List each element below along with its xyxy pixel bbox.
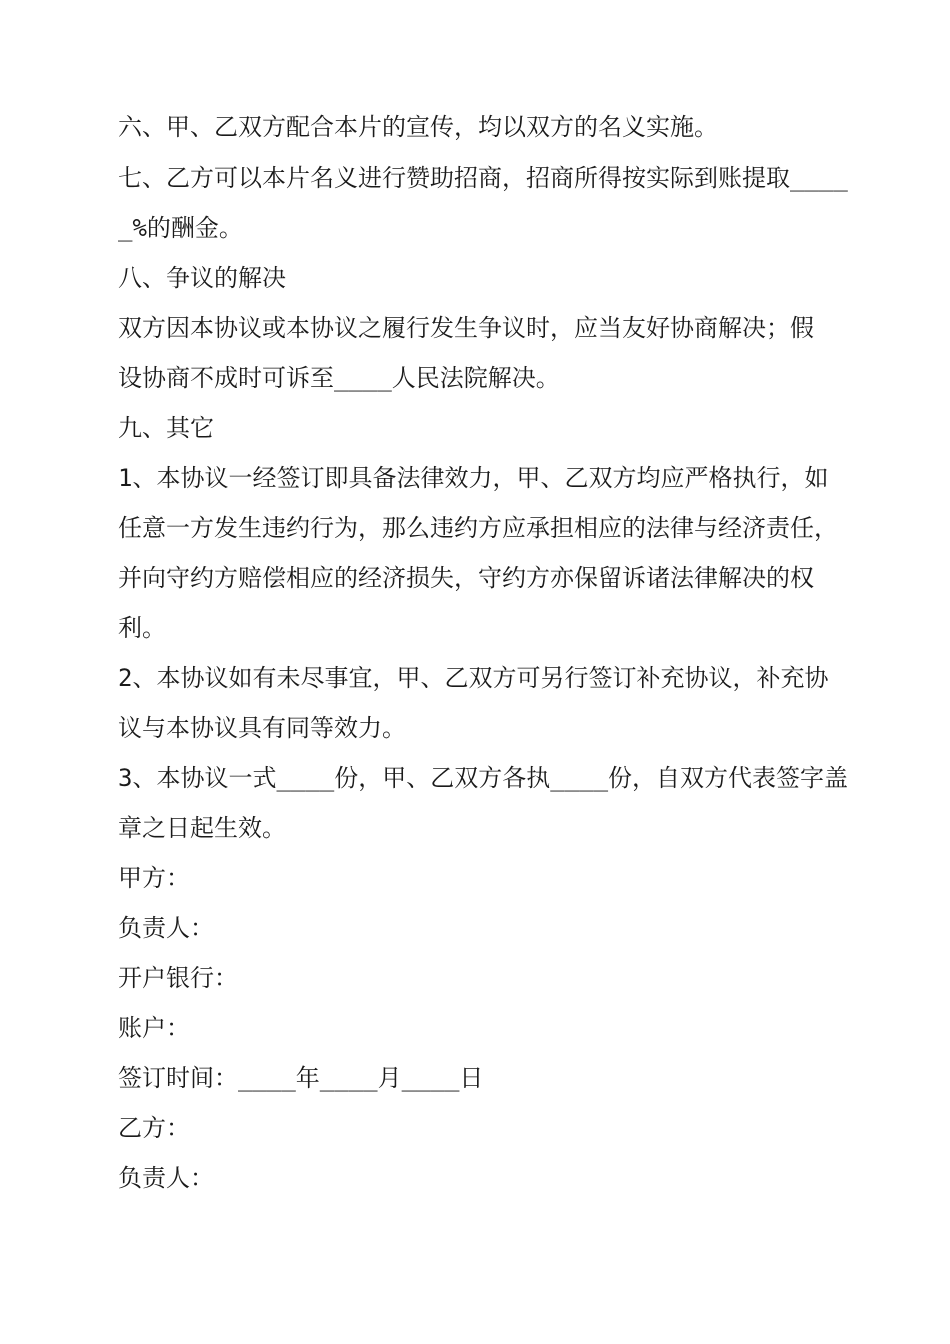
item-1-line-3: 并向守约方赔偿相应的经济损失，守约方亦保留诉诸法律解决的权 <box>118 564 814 592</box>
item-2-line-1: 2、本协议如有未尽事宜，甲、乙双方可另行签订补充协议，补充协 <box>118 664 829 692</box>
clause-7-text-line-2: _%的酬金。 <box>118 214 243 242</box>
bank-label: 开户银行： <box>118 964 238 992</box>
item-1-line-1: 1、本协议一经签订即具备法律效力，甲、乙双方均应严格执行，如 <box>118 464 829 492</box>
item-3-line-2: 章之日起生效。 <box>118 814 286 842</box>
section-8-heading: 八、争议的解决 <box>118 264 286 292</box>
party-b-label: 乙方： <box>118 1114 190 1142</box>
item-2-line-2: 议与本协议具有同等效力。 <box>118 714 406 742</box>
item-1-line-2: 任意一方发生违约行为，那么违约方应承担相应的法律与经济责任， <box>118 514 838 542</box>
signing-date-label: 签订时间：____年____月____日 <box>118 1064 484 1092</box>
party-b-representative-label: 负责人： <box>118 1164 214 1192</box>
dispute-text-line-1: 双方因本协议或本协议之履行发生争议时，应当友好协商解决；假 <box>118 314 814 342</box>
dispute-text-line-2: 设协商不成时可诉至____人民法院解决。 <box>118 364 560 392</box>
item-3-line-1: 3、本协议一式____份，甲、乙双方各执____份，自双方代表签字盖 <box>118 764 849 792</box>
item-1-line-4: 利。 <box>118 614 166 642</box>
section-9-heading: 九、其它 <box>118 414 214 442</box>
clause-6-text: 六、甲、乙双方配合本片的宣传，均以双方的名义实施。 <box>118 113 718 141</box>
account-label: 账户： <box>118 1014 190 1042</box>
party-a-label: 甲方： <box>118 864 190 892</box>
clause-7-text-line-1: 七、乙方可以本片名义进行赞助招商，招商所得按实际到账提取____ <box>118 164 848 192</box>
party-a-representative-label: 负责人： <box>118 914 214 942</box>
